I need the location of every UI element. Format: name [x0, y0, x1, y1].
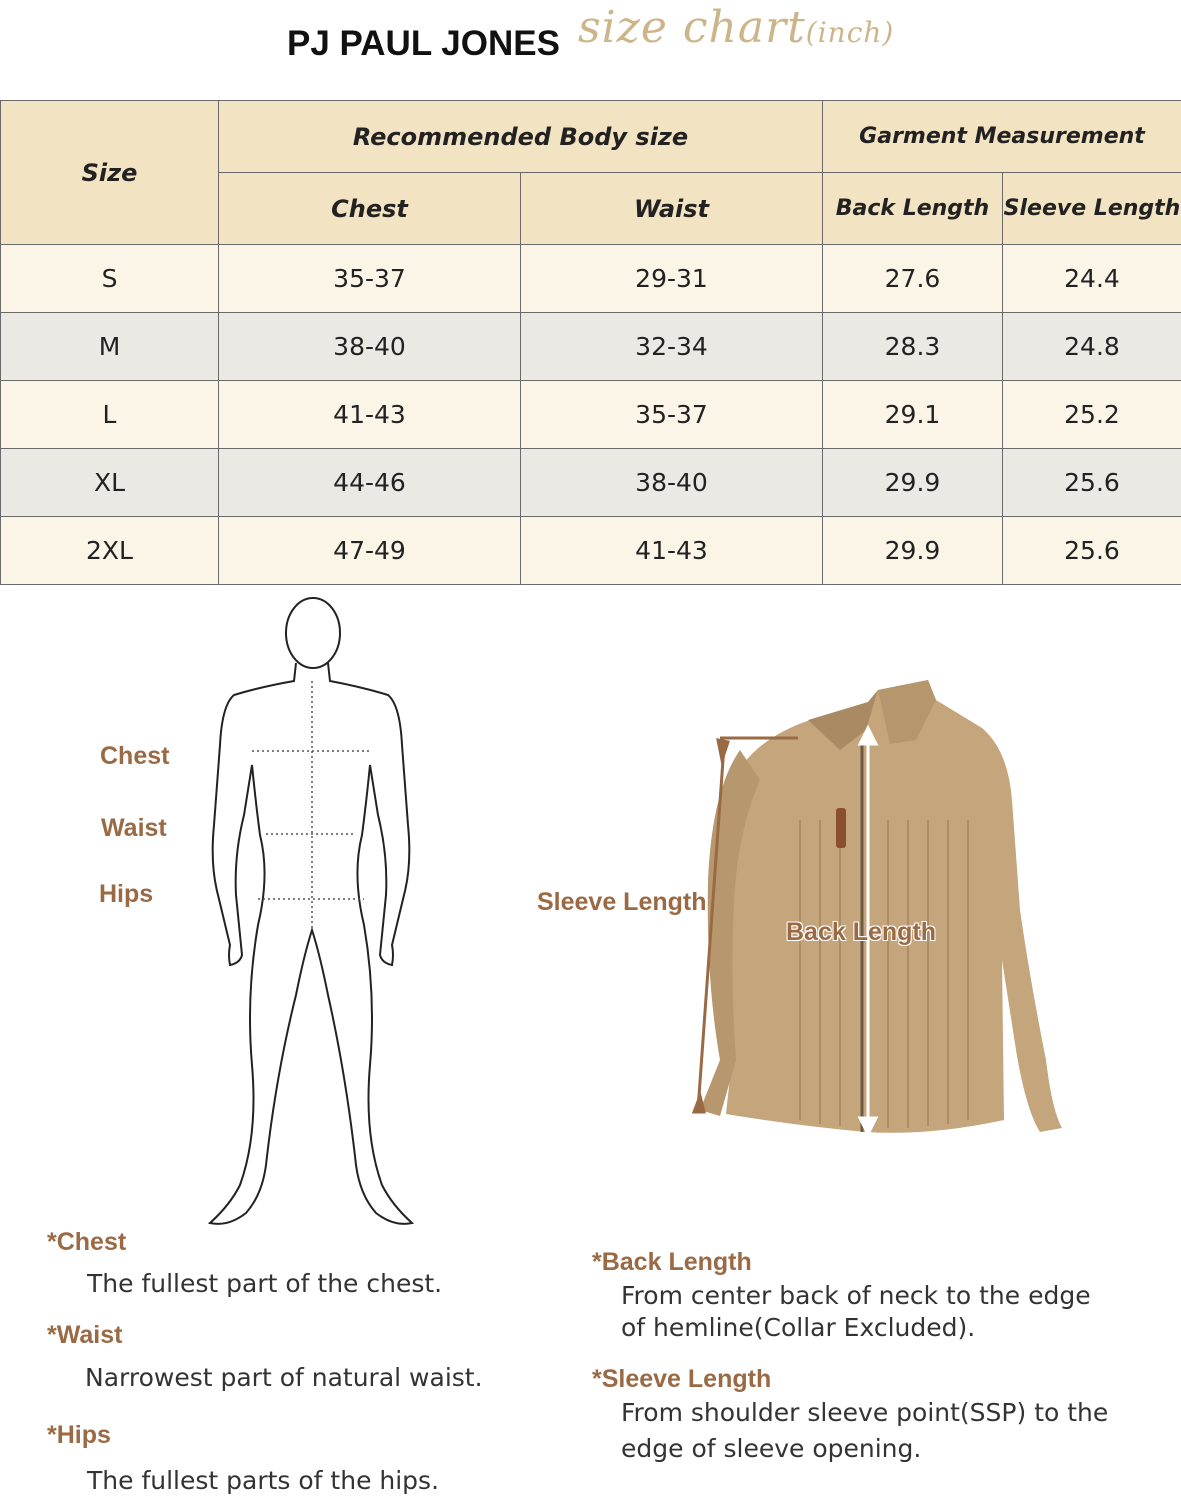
table-group-header-row [1, 101, 1181, 173]
garment-group-header: Garment Measurement [823, 101, 1181, 173]
sleeve-length-note-line1: From shoulder sleeve point(SSP) to the [621, 1398, 1109, 1427]
script-title-text: size chart [578, 2, 806, 53]
waist-cell: 35-37 [521, 381, 823, 449]
size-cell: XL [1, 449, 219, 517]
size-cell: 2XL [1, 517, 219, 585]
size-cell: L [1, 381, 219, 449]
sleeve-arrow-head-bottom [694, 1096, 704, 1112]
back-length-label: Back Length [786, 918, 937, 946]
chest-cell: 35-37 [219, 245, 521, 313]
hips-note-text: The fullest parts of the hips. [87, 1466, 440, 1495]
chest-cell: 41-43 [219, 381, 521, 449]
hips-body-label: Hips [99, 880, 154, 908]
page-header [0, 0, 1181, 100]
waist-note-title: *Waist [47, 1321, 123, 1349]
back-length-cell: 29.9 [823, 517, 1003, 585]
waist-body-label: Waist [101, 814, 167, 842]
size-cell: M [1, 313, 219, 381]
chest-cell: 44-46 [219, 449, 521, 517]
sleeve-length-cell: 24.4 [1003, 245, 1181, 313]
sweater-illustration [690, 680, 1080, 1140]
back-length-cell: 29.9 [823, 449, 1003, 517]
chest-cell: 38-40 [219, 313, 521, 381]
brand-name: PJ PAUL JONES [287, 24, 560, 63]
back-length-cell: 29.1 [823, 381, 1003, 449]
sleeve-length-label: Sleeve Length [537, 888, 707, 916]
table-row [1, 381, 1181, 449]
body-head-shape [286, 598, 340, 668]
chest-cell: 47-49 [219, 517, 521, 585]
waist-note-text: Narrowest part of natural waist. [85, 1363, 483, 1392]
chest-column-header: Chest [219, 173, 521, 245]
size-cell: S [1, 245, 219, 313]
table-row [1, 517, 1181, 585]
table-row [1, 313, 1181, 381]
table-row [1, 245, 1181, 313]
script-unit-text: (inch) [805, 16, 895, 49]
sleeve-length-cell: 24.8 [1003, 313, 1181, 381]
waist-cell: 38-40 [521, 449, 823, 517]
hips-note-title: *Hips [47, 1421, 111, 1449]
back-length-column-header: Back Length [823, 173, 1003, 245]
body-size-group-header: Recommended Body size [219, 101, 823, 173]
sleeve-length-note-line2: edge of sleeve opening. [621, 1434, 922, 1463]
body-torso-shape [210, 663, 412, 1224]
back-length-cell: 28.3 [823, 313, 1003, 381]
sleeve-length-cell: 25.2 [1003, 381, 1181, 449]
chest-note-text: The fullest part of the chest. [87, 1269, 443, 1298]
size-chart-script-title [578, 2, 894, 53]
zipper-pull [836, 808, 846, 848]
size-chart-table [0, 100, 1181, 585]
sweater-body-shape [719, 680, 1062, 1133]
back-length-cell: 27.6 [823, 245, 1003, 313]
sleeve-length-cell: 25.6 [1003, 449, 1181, 517]
waist-cell: 41-43 [521, 517, 823, 585]
back-length-note-title: *Back Length [592, 1248, 752, 1276]
waist-cell: 32-34 [521, 313, 823, 381]
sleeve-length-cell: 25.6 [1003, 517, 1181, 585]
back-length-note-line2: of hemline(Collar Excluded). [621, 1313, 976, 1342]
chest-note-title: *Chest [47, 1228, 127, 1256]
body-outline-figure [200, 595, 440, 1225]
sleeve-length-note-title: *Sleeve Length [592, 1365, 772, 1393]
back-length-note-line1: From center back of neck to the edge [621, 1281, 1091, 1310]
size-column-header: Size [1, 101, 219, 245]
sleeve-arrow-head-top [718, 740, 728, 760]
waist-column-header: Waist [521, 173, 823, 245]
table-row [1, 449, 1181, 517]
chest-body-label: Chest [100, 742, 170, 770]
sleeve-length-column-header: Sleeve Length [1003, 173, 1181, 245]
waist-cell: 29-31 [521, 245, 823, 313]
